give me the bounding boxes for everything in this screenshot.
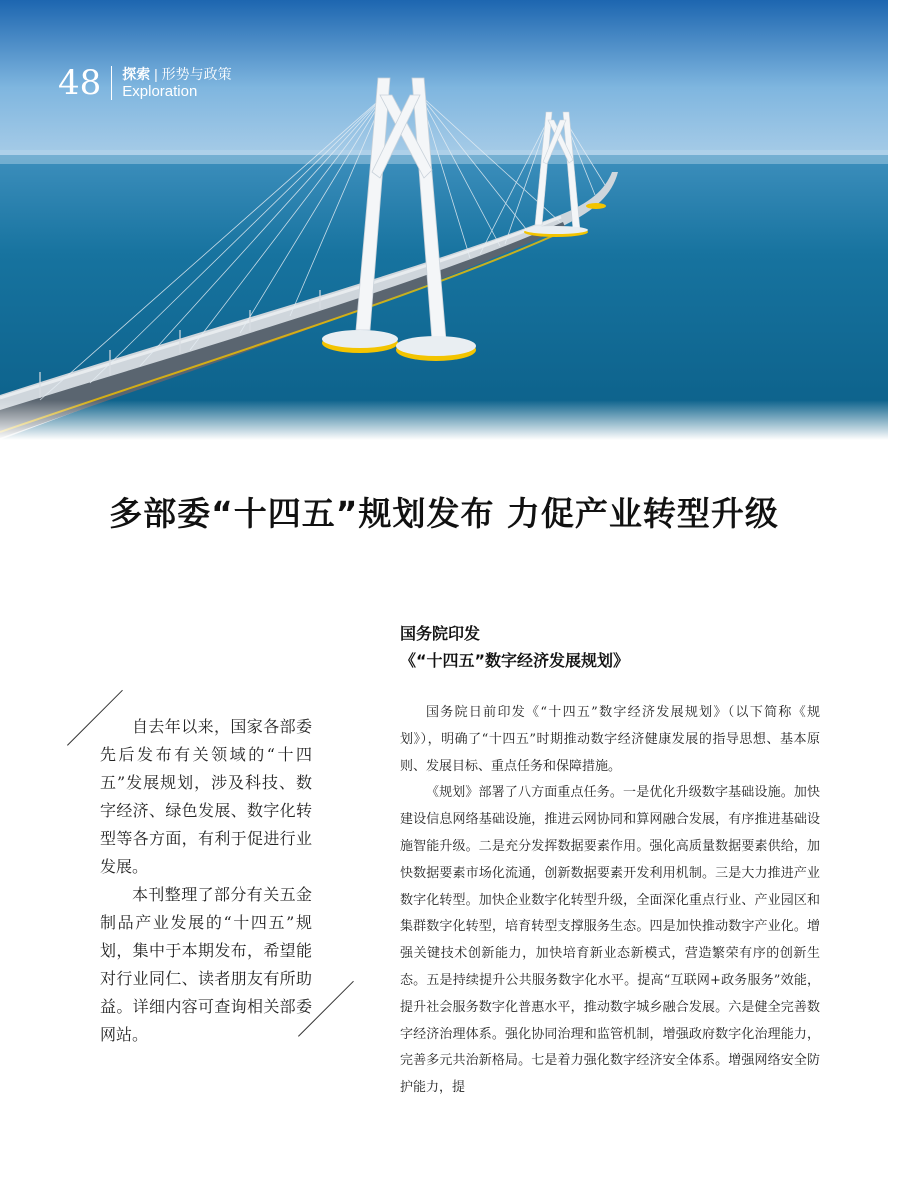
subsection-name-cn: | 形势与政策 [154,66,232,82]
intro-paragraph: 自去年以来，国家各部委先后发布有关领域的“十四五”发展规划，涉及科技、数字经济、绿色发展、数字化转型等各方面，有利于促进行业发展。 [100,717,312,876]
page-header [58,64,232,102]
section-name-cn: 探索 [122,66,151,82]
body-paragraph: 《规划》部署了八方面重点任务。一是优化升级数字基础设施。加快建设信息网络基础设施，推进云网协同和算网融合发展，有序推进基础设施智能升级。二是充分发挥数据要素作用。强化高质量数据要素供给，加快数据要素市场化流通，创新数据要素开发利用机制。三是大力推进产业数字化转型。加快企业数字化转型升级，全面深化重点行业、产业园区和集群数字化转型，培育转型支撑服务生态。四是加快推动数字产业化。增强关键技术创新能力，加快培育新业态新模式，营造繁荣有序的创新生态。五是持续提升公共服务数字化水平。提高“互联网+政务服务”效能，提升社会服务数字化普惠水平，推动数字城乡融合发展。六是健全完善数字经济治理体系。强化协同治理和监管机制，增强政府数字化治理能力，完善多元共治新格局。七是着力强化数字经济安全体系。增强网络安全防护能力，提 [400,785,820,1096]
section-name-en: Exploration [122,83,198,100]
section-heading-line2: 《“十四五”数字经济发展规划》 [400,651,630,670]
section-label [122,65,231,101]
header-divider [111,66,112,100]
section-heading-line1: 国务院印发 [400,624,481,643]
body-paragraph: 国务院日前印发《“十四五”数字经济发展规划》（以下简称《规划》），明确了“十四五”时期推动数字经济健康发展的指导思想、基本原则、发展目标、重点任务和保障措施。 [400,705,820,774]
article-body [400,700,820,1102]
intro-paragraph: 本刊整理了部分有关五金制品产业发展的“十四五”规划，集中于本期发布，希望能对行业同仁、读者朋友有所助益。详细内容可查询相关部委网站。 [100,885,312,1044]
article-title: 多部委“十四五”规划发布 力促产业转型升级 [109,494,779,533]
page-number: 48 [58,63,102,103]
intro-box [100,713,312,1049]
section-heading [400,620,629,674]
